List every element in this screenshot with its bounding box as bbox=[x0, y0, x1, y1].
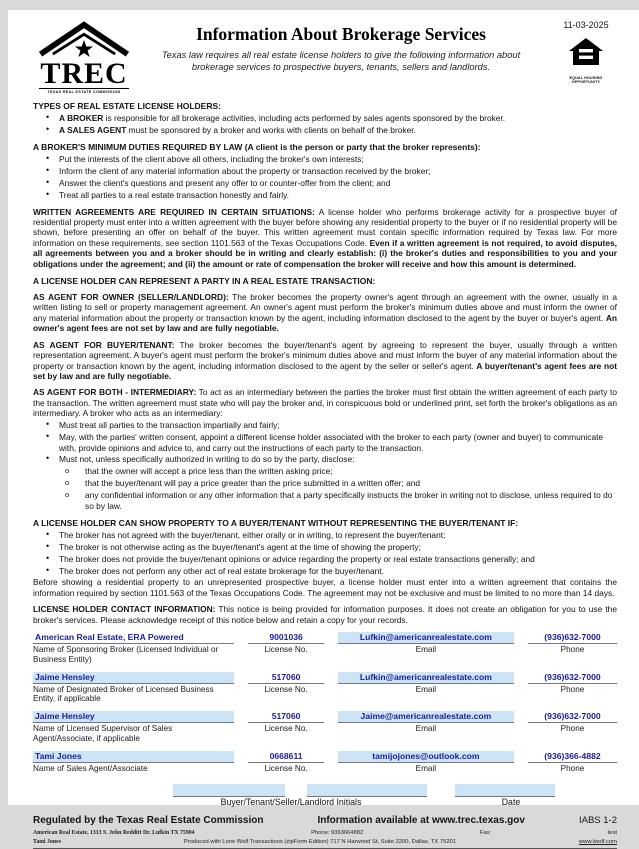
phone-label: Phone bbox=[560, 684, 585, 694]
office-address-text: American Real Estate, 1313 S. John Redditt Dr. Lufkin TX 75904 bbox=[33, 829, 195, 836]
phone-label: Phone bbox=[560, 724, 585, 734]
sales-agent-name-label: Name of Sales Agent/Associate bbox=[33, 764, 148, 774]
sales-agent-license-field[interactable]: 0668611 bbox=[248, 751, 324, 763]
date-field[interactable] bbox=[455, 784, 555, 797]
form-header bbox=[33, 18, 617, 94]
sponsoring-broker-name-field[interactable]: American Real Estate, ERA Powered bbox=[33, 632, 234, 644]
intermediary-sub-bullet-3: o any confidential information or any other information that a party specifically instructs the broker in writing not to disclose, unless required to do so by law. bbox=[33, 490, 617, 511]
sponsoring-broker-name-label: Name of Sponsoring Broker (Licensed Individual or Business Entity) bbox=[33, 644, 219, 664]
trec-logo bbox=[33, 22, 135, 94]
license-label: License No. bbox=[264, 764, 308, 774]
footer-small-print bbox=[33, 829, 617, 849]
lwolf-link[interactable]: www.lwolf.com bbox=[578, 838, 617, 845]
designated-broker-license-field[interactable]: 517060 bbox=[248, 672, 324, 684]
intermediary-bullet-2: • May, with the parties' written consent, appoint a different license holder associated with the broker to each party (owner and buyer) to communicate with, provide opinions and advice to, and carry out the instructions of each party to the transaction. bbox=[33, 432, 617, 453]
phone-label: Phone bbox=[560, 764, 585, 774]
initials-labels bbox=[141, 797, 617, 807]
types-bullet-sales-agent: • A SALES AGENT must be sponsored by a broker and works with clients on behalf of the broker. bbox=[33, 125, 617, 135]
agent-name-text: Tami Jones bbox=[33, 838, 61, 845]
initials-row bbox=[173, 784, 617, 797]
sales-agent-email-field[interactable]: tamijojones@outlook.com bbox=[338, 751, 514, 763]
paragraph-agent-for-buyer: AS AGENT FOR BUYER/TENANT: The broker becomes the buyer/tenant's agent by agreeing to represent the buyer, usually through a written representation agreement. A buyer's agent must perform the broker's minimum duties above and must inform the buyer of any material information about the property or transaction known by the agent, including information disclosed to the agent by the seller or seller's agent. A buyer/tenant's agent fees are not set by law and are fully negotiable. bbox=[33, 339, 617, 382]
paragraph-contact-info: LICENSE HOLDER CONTACT INFORMATION: This notice is being provided for information purposes. It does not create an obligation for you to use the broker's services. Please acknowledge receipt of this notice below and retain a copy for your records. bbox=[33, 604, 617, 625]
license-label: License No. bbox=[264, 684, 308, 694]
equal-housing-icon bbox=[569, 38, 603, 70]
duties-bullet-3: • Answer the client's questions and present any offer to or counter-offer from the client; and bbox=[33, 178, 617, 188]
trec-logo-tagline: TEXAS REAL ESTATE COMMISSION bbox=[39, 88, 129, 94]
intermediary-bullet-1: • Must treat all parties to the transaction impartially and fairly; bbox=[33, 420, 617, 430]
equal-housing-label: EQUAL HOUSING OPPORTUNITY bbox=[569, 76, 603, 85]
supervisor-email-field[interactable]: Jaime@americanrealestate.com bbox=[338, 711, 514, 723]
paragraph-intermediary: AS AGENT FOR BOTH - INTERMEDIARY: To act as an intermediary between the parties the broker must first obtain the written agreement of each party to the transaction. The written agreement must state who will pay the broker and, in conspicuous bold or underlined print, set forth the broker's obligations as an intermediary. A broker who acts as an intermediary: bbox=[33, 387, 617, 419]
paragraph-written-agreements: WRITTEN AGREEMENTS ARE REQUIRED IN CERTAIN SITUATIONS: A license holder who performs brokerage activity for a prospective buyer of residential property must enter into a written agreement with the buyer before showing any residential property to the buyer or if no residential property will be shown, before presenting an offer on behalf of the buyer. This written agreement must contain specific information required by Texas law. For more information on these requirements, see section 1101.563 of the Texas Occupations Code. Even if a written agreement is not required, to avoid disputes, all agreements between you and a broker should be in writing and clearly establish: (i) the broker's duties and responsibilities to you and your obligations under the agreement; and (ii) the amount or rate of compensation the broker will receive and how this amount is determined. bbox=[33, 206, 617, 269]
intermediary-sub-bullet-1: o that the owner will accept a price less than the written asking price; bbox=[33, 466, 617, 476]
initials-field-2[interactable] bbox=[307, 784, 427, 797]
sponsoring-broker-phone-field[interactable]: (936)632-7000 bbox=[528, 632, 617, 644]
initials-field-1[interactable] bbox=[173, 784, 285, 797]
sponsoring-broker-email-field[interactable]: Lufkin@americanrealestate.com bbox=[338, 632, 514, 644]
iabs-form-page bbox=[8, 10, 639, 845]
designated-broker-phone-field[interactable]: (936)632-7000 bbox=[528, 672, 617, 684]
regulated-by-text: Regulated by the Texas Real Estate Commission bbox=[33, 814, 264, 826]
table-row-sales-agent bbox=[33, 751, 617, 774]
intermediary-sub-bullet-2: o that the buyer/tenant will pay a price greater than the price submitted in a written offer; and bbox=[33, 478, 617, 488]
duties-bullet-1: • Put the interests of the client above all others, including the broker's own interests; bbox=[33, 154, 617, 164]
paragraph-agent-for-owner: AS AGENT FOR OWNER (SELLER/LANDLORD): The broker becomes the property owner's agent through an agreement with the owner, usually in a written listing to sell or property management agreement. An owner's agent must perform the broker's minimum duties above and must inform the owner of any material information about the property or transaction known by the agent, including information disclosed to the agent by the buyer or buyer's agent. An owner's agent fees are not set by law and are fully negotiable. bbox=[33, 292, 617, 334]
section-heading-types: TYPES OF REAL ESTATE LICENSE HOLDERS: bbox=[33, 101, 221, 111]
page-subtitle: Texas law requires all real estate license holders to give the following information about brokerage services to prospective buyers, tenants, sellers and landlords. bbox=[161, 50, 521, 73]
table-row-designated-broker bbox=[33, 672, 617, 705]
supervisor-name-label: Name of Licensed Supervisor of Sales Agent/Associate, if applicable bbox=[33, 724, 173, 744]
section-heading-duties: A BROKER'S MINIMUM DUTIES REQUIRED BY LAW (A client is the person or party that the broker represents): bbox=[33, 142, 481, 153]
office-phone-text: Phone: 9363664882 bbox=[311, 829, 364, 836]
page-title: Information About Brokerage Services bbox=[196, 24, 486, 44]
section-heading-represent: A LICENSE HOLDER CAN REPRESENT A PARTY IN A REAL ESTATE TRANSACTION: bbox=[33, 276, 376, 287]
email-label: Email bbox=[415, 724, 437, 734]
produced-with-text: Produced with Lone Wolf Transactions (zipForm Edition) 717 N Harwood St, Suite 2200, Dallas, TX 75201 bbox=[183, 838, 457, 845]
sales-agent-phone-field[interactable]: (936)366-4882 bbox=[528, 751, 617, 763]
email-label: Email bbox=[415, 764, 437, 774]
phone-label: Phone bbox=[560, 644, 585, 654]
paragraph-before-showing: Before showing a residential property to an unrepresented prospective buyer, a license holder must enter into a written agreement that contains the information required by section 1101.563 of the Texas Occupations Code. The agreement may not be exclusive and must be limited to no more than 14 days. bbox=[33, 577, 617, 598]
show-bullet-4: • The broker does not perform any other act of real estate brokerage for the buyer/tenant. bbox=[33, 566, 617, 576]
initials-label: Buyer/Tenant/Seller/Landlord Initials bbox=[220, 796, 362, 807]
email-label: Email bbox=[415, 684, 437, 694]
designated-broker-email-field[interactable]: Lufkin@americanrealestate.com bbox=[338, 672, 514, 684]
show-bullet-1: • The broker has not agreed with the buyer/tenant, either orally or in writing, to represent the buyer/tenant; bbox=[33, 530, 617, 540]
sales-agent-name-field[interactable]: Tami Jones bbox=[33, 751, 234, 763]
designated-broker-name-field[interactable]: Jaime Hensley bbox=[33, 672, 234, 684]
designated-broker-name-label: Name of Designated Broker of Licensed Business Entity, if applicable bbox=[33, 684, 214, 704]
trec-logo-text: TREC bbox=[40, 57, 128, 90]
email-label: Email bbox=[415, 644, 437, 654]
license-label: License No. bbox=[264, 724, 308, 734]
info-available-text: Information available at www.trec.texas.gov bbox=[317, 814, 525, 826]
date-label: Date bbox=[501, 796, 521, 807]
table-row-sponsoring-broker bbox=[33, 632, 617, 665]
form-code: IABS 1-2 bbox=[578, 814, 617, 826]
license-label: License No. bbox=[264, 644, 308, 654]
types-bullet-broker: • A BROKER is responsible for all brokerage activities, including acts performed by sales agents sponsored by the broker. bbox=[33, 113, 617, 123]
duties-bullet-2: • Inform the client of any material information about the property or transaction received by the broker; bbox=[33, 166, 617, 176]
duties-bullet-4: • Treat all parties to a real estate transaction honestly and fairly. bbox=[33, 190, 617, 200]
trec-roof-star-icon bbox=[36, 22, 132, 56]
section-heading-show-property: A LICENSE HOLDER CAN SHOW PROPERTY TO A BUYER/TENANT WITHOUT REPRESENTING THE BUYER/TENANT IF: bbox=[33, 518, 519, 529]
sponsoring-broker-license-field[interactable]: 9001036 bbox=[248, 632, 324, 644]
footer-regulated-line bbox=[33, 815, 617, 826]
show-bullet-2: • The broker is not otherwise acting as the buyer/tenant's agent at the time of showing the property; bbox=[33, 542, 617, 552]
document-name-text: test bbox=[607, 829, 617, 836]
supervisor-name-field[interactable]: Jaime Hensley bbox=[33, 711, 234, 723]
supervisor-license-field[interactable]: 517060 bbox=[248, 711, 324, 723]
show-bullet-3: • The broker does not provide the buyer/tenant opinions or advice regarding the property or real estate transactions generally; and bbox=[33, 554, 617, 564]
office-fax-text: Fax: bbox=[479, 829, 492, 836]
form-date: 11-03-2025 bbox=[563, 20, 609, 30]
intermediary-bullet-3: • Must not, unless specifically authorized in writing to do so by the party, disclose: bbox=[33, 454, 617, 464]
table-row-supervisor bbox=[33, 711, 617, 744]
supervisor-phone-field[interactable]: (936)632-7000 bbox=[528, 711, 617, 723]
